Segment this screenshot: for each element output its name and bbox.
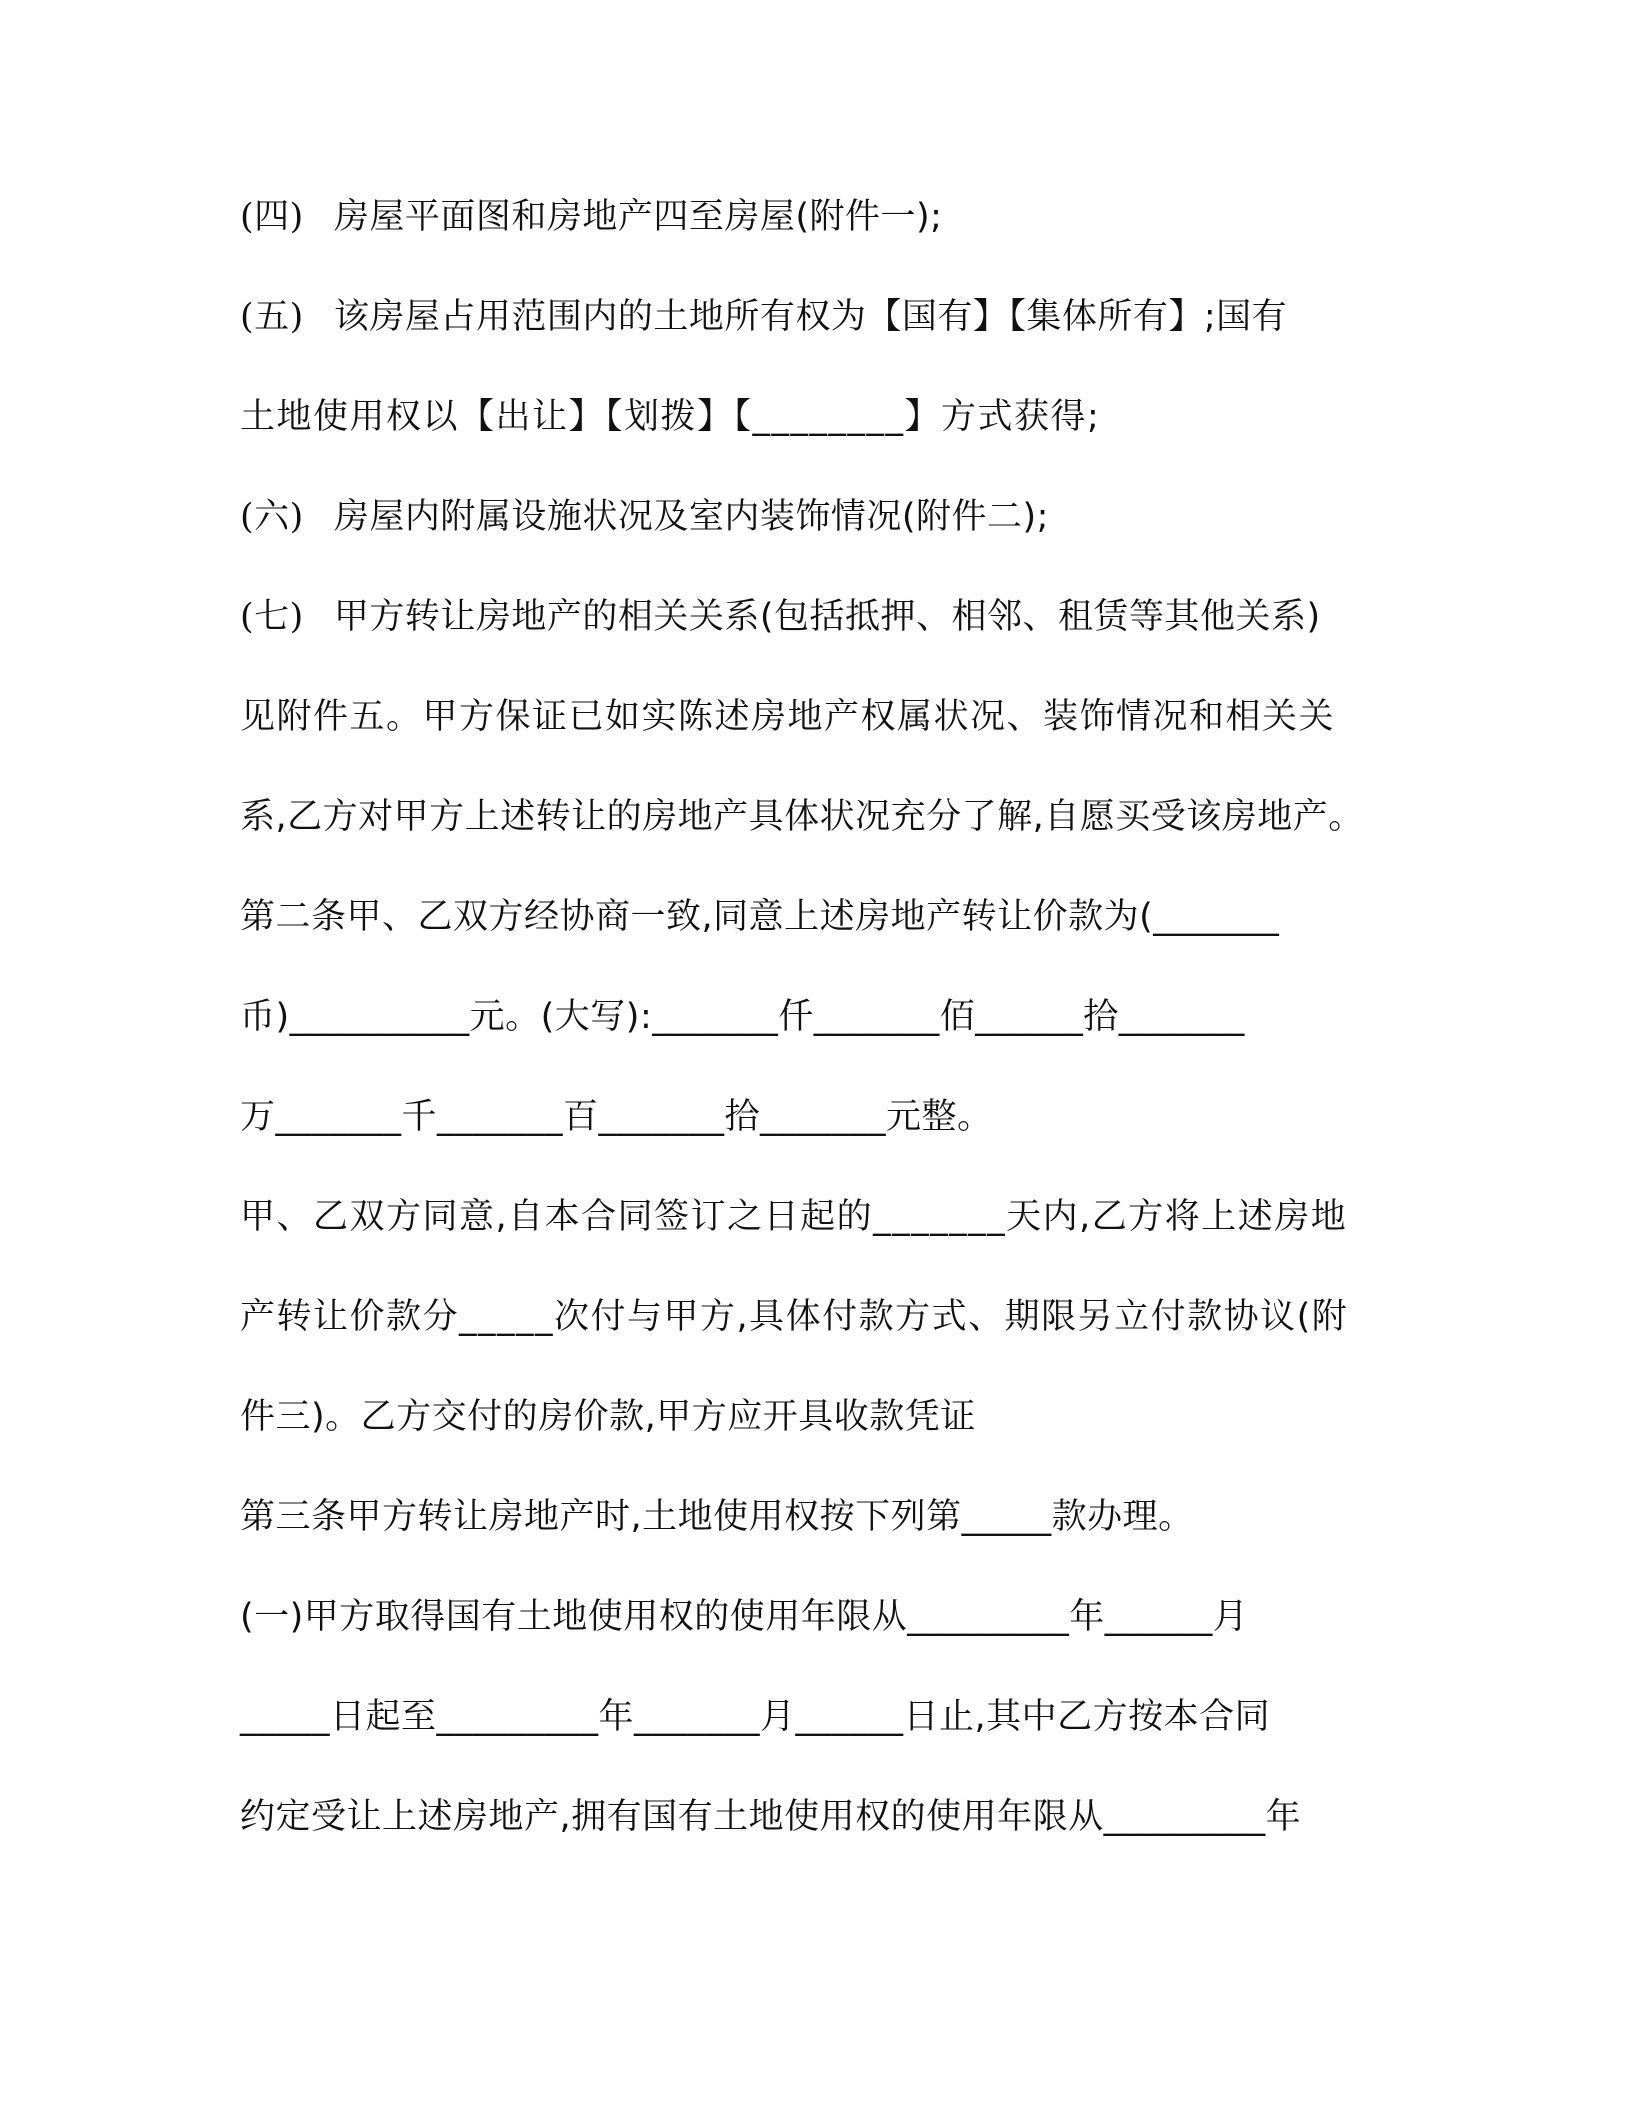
- text-line: 万_______千_______百_______拾_______元整。: [240, 1097, 993, 1137]
- clause-5-line: [240, 295, 1460, 339]
- text-line: 件三)。乙方交付的房价款,甲方应开具收款凭证: [240, 1397, 976, 1437]
- article-2-heading-line: 第二条甲、乙双方经协商一致,同意上述房地产转让价款为(_______: [240, 897, 1280, 937]
- clause-text: 房屋平面图和房地产四至房屋(附件一);: [333, 197, 943, 237]
- clause-4-line: [240, 195, 1460, 239]
- text-line: 币)__________元。(大写):_______仟_______佰______拾_______: [240, 997, 1245, 1037]
- clause-text: 房屋内附属设施状况及室内装饰情况(附件二);: [333, 497, 1049, 537]
- clause-number: (五): [240, 297, 304, 337]
- text-line: 约定受让上述房地产,拥有国有土地使用权的使用年限从_________年: [240, 1797, 1302, 1837]
- clause-number: (七): [240, 597, 304, 637]
- text-line: 系,乙方对甲方上述转让的房地产具体状况充分了解,自愿买受该房地产。: [240, 797, 1364, 837]
- text-line: 甲、乙双方同意,自本合同签订之日起的_______天内,乙方将上述房地: [240, 1197, 1348, 1237]
- clause-text: 该房屋占用范围内的土地所有权为【国有】【集体所有】;国有: [333, 297, 1288, 337]
- clause-7-line: [240, 595, 1460, 639]
- text-line: 产转让价款分_____次付与甲方,具体付款方式、期限另立付款协议(附: [240, 1297, 1349, 1337]
- clause-number: (四): [240, 197, 304, 237]
- text-line: 见附件五。甲方保证已如实陈述房地产权属状况、装饰情况和相关关: [240, 697, 1336, 737]
- clause-6-line: [240, 495, 1460, 539]
- text-line: _____日起至_________年_______月______日止,其中乙方按本合同: [240, 1697, 1271, 1737]
- clause-text: 甲方转让房地产的相关关系(包括抵押、相邻、租赁等其他关系): [333, 597, 1321, 637]
- text-line: (一)甲方取得国有土地使用权的使用年限从_________年______月: [240, 1597, 1249, 1637]
- article-3-heading-line: 第三条甲方转让房地产时,土地使用权按下列第_____款办理。: [240, 1497, 1194, 1537]
- clause-number: (六): [240, 497, 304, 537]
- text-line: 土地使用权以【出让】【划拨】【________】方式获得;: [240, 397, 1101, 437]
